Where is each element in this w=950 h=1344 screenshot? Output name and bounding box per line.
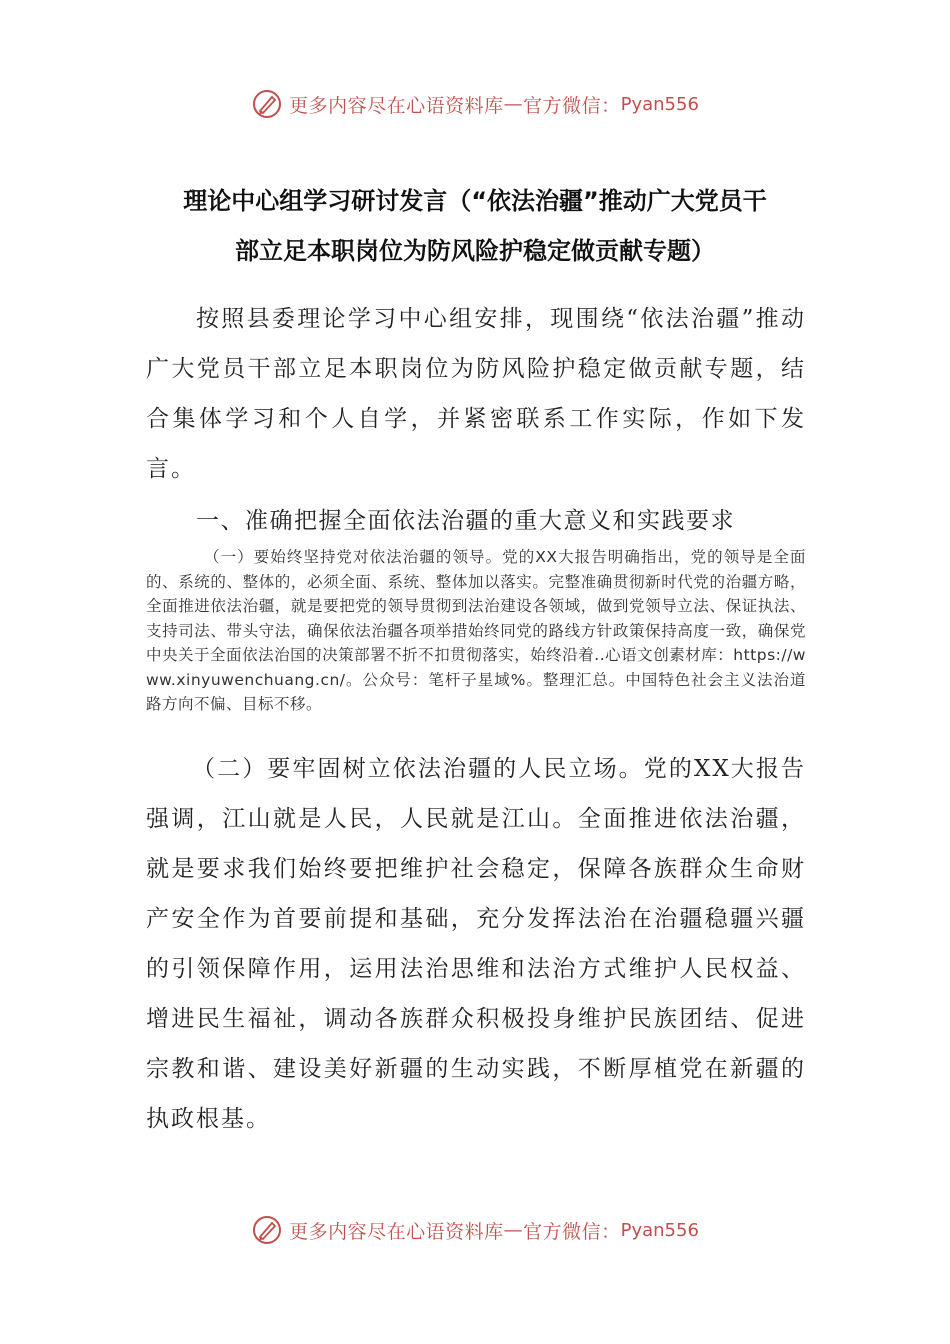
watermark-text: 更多内容尽在心语资料库 bbox=[289, 1220, 504, 1243]
watermark-dash: — bbox=[503, 1219, 524, 1241]
subsection-1-tail: 。整理汇总。中国特色社会主义法治道路方向不偏、目标不移。 bbox=[146, 670, 806, 713]
watermark-wechat-id: Pyan556 bbox=[620, 1219, 699, 1241]
subsection-1-xx: XX bbox=[535, 548, 558, 566]
subsection-2-paragraph: （二）要牢固树立依法治疆的人民立场。党的XX大报告强调，江山就是人民，人民就是江山。全面推进依法治疆，就是要求我们始终要把维护社会稳定，保障各族群众生命财产安全作为首要前提和基础，充分发挥法治在治疆稳疆兴疆的引领保障作用，运用法治思维和法治方式维护人民权益、增进民生福祉，调动各族群众积极投身维护民族团结、促进宗教和谐、建设美好新疆的生动实践，不断厚植党在新疆的执政根基。 bbox=[146, 756, 806, 1132]
watermark-wechat-label: 官方微信： bbox=[523, 1220, 621, 1243]
intro-paragraph: 按照县委理论学习中心组安排，现围绕“依法治疆”推动广大党员干部立足本职岗位为防风险护稳定做贡献专题，结合集体学习和个人自学，并紧密联系工作实际，作如下发言。 bbox=[146, 306, 806, 482]
watermark-dash: — bbox=[503, 93, 524, 115]
watermark-wechat-id: Pyan556 bbox=[620, 93, 699, 115]
footer-watermark bbox=[0, 1210, 950, 1250]
watermark-wechat-label: 官方微信： bbox=[523, 94, 621, 117]
subsection-1-lead: （一）要始终坚持党对依法治疆的领导。党的 bbox=[204, 548, 536, 566]
pen-logo-icon bbox=[251, 1214, 283, 1246]
subsection-1-body: 大报告明确指出，党的领导是全面的、系统的、整体的，必须全面、系统、整体加以落实。完整准确贯彻新时代党的治疆方略，全面推进依法治疆，就是要把党的领导贯彻到法治建设各领域，做到党领导立法、保证执法、支持司法、带头守法，确保依法治疆各项举措始终同党的路线方针政策保持高度一致，确保党中央关于全面依法治国的决策部署不折不扣贯彻落实，始终沿着..心语文创素材库： bbox=[146, 548, 806, 664]
header-watermark bbox=[0, 84, 950, 124]
section-heading-1: 一、准确把握全面依法治疆的重大意义和实践要求 bbox=[196, 508, 735, 534]
document-title-line2: 部立足本职岗位为防风险护稳定做贡献专题） bbox=[235, 237, 715, 265]
subsection-1-percent: % bbox=[510, 670, 526, 689]
watermark-text: 更多内容尽在心语资料库 bbox=[289, 94, 504, 117]
pen-logo-icon bbox=[251, 88, 283, 120]
subsection-1-url: https://www.xinyuwenchuang.cn/ bbox=[146, 646, 806, 689]
subsection-1-public-account: 。公众号：笔杆子星域 bbox=[345, 670, 511, 689]
document-title-line1: 理论中心组学习研讨发言（“依法治疆”推动广大党员干 bbox=[183, 187, 767, 215]
subsection-1-paragraph bbox=[146, 545, 806, 717]
